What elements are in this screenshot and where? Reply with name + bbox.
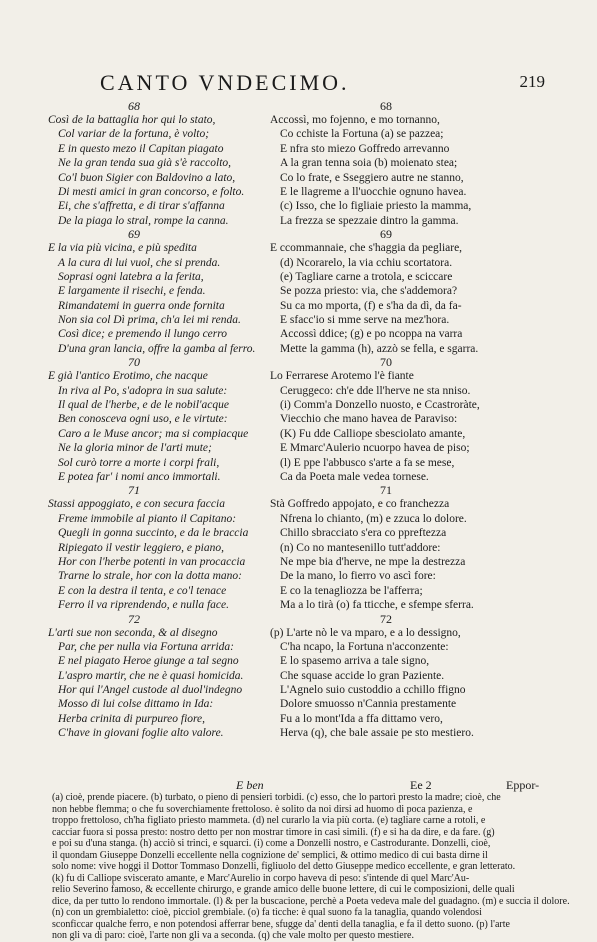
- verse-line: Nfrena lo chianto, (m) e zzuca lo dolore.: [280, 512, 467, 525]
- stanza-number: 70: [128, 355, 140, 370]
- verse-line: Ca da Poeta male vedea tornese.: [280, 470, 429, 483]
- verse-line: Hor con l'herbe potenti in van procaccia: [58, 555, 246, 568]
- verse-line: Ne la gloria minor de l'arti mute;: [58, 442, 212, 455]
- verse-line: Ne la gran tenda sua già s'è raccolto,: [58, 157, 232, 170]
- canto-title: CANTO VNDECIMO.: [100, 70, 350, 95]
- verse-line: Non sia col Dì prima, ch'a lei mi renda.: [58, 314, 241, 327]
- stanza-number: 72: [128, 611, 140, 626]
- verse-line: Viecchio che mano havea de Paraviso:: [280, 413, 458, 426]
- stanza-number: 71: [128, 483, 140, 498]
- verse-line: L'Agnelo suio custoddio a cchillo ffigno: [280, 684, 466, 697]
- stanza: [270, 484, 560, 612]
- stanza: [270, 613, 560, 741]
- stanza-number: 70: [380, 355, 392, 370]
- verse-line: Herba crinita di purpureo fiore,: [58, 712, 206, 725]
- catchword-right: Eppor-: [506, 778, 540, 792]
- footnote-line: e poi su d'una stanga. (h) acciò si trinci, e squarci. (i) come a Donzelli nostro, e Castrodurante. Donzelli, cioè,: [52, 838, 491, 849]
- verse-line: Sol curò torre a morte i corpi frali,: [58, 456, 220, 469]
- verse-line: A la cura di lui vuol, che si prenda.: [58, 256, 221, 269]
- footnote-line: troppo frettoloso, ch'ha figliato priesto mammeta. (d) nel curarlo la via più corta. (e) tagliare carne a rotoli, e: [52, 815, 486, 826]
- verse-line: Ne mpe bia d'herve, ne mpe la destrezza: [280, 555, 466, 568]
- verse-line: E la via più vicina, e più spedita: [48, 242, 197, 255]
- stanza-number: 68: [128, 99, 140, 113]
- verse-line: Ben conosceva ogni uso, e le virtute:: [58, 413, 228, 426]
- verse-line: Co lo frate, e Sseggiero autre ne stanno,: [280, 171, 464, 184]
- verse-line: Il qual de l'herbe, e de le nobil'acque: [58, 399, 229, 412]
- stanza: [270, 228, 560, 356]
- verse-line: Accossì ddice; (g) e po ncoppa na varra: [280, 328, 463, 341]
- verse-line: Così de la battaglia hor qui lo stato,: [48, 114, 216, 126]
- verse-line: Così dice; e premendo il lungo cerro: [58, 328, 228, 341]
- verse-line: Hor qui l'Angel custode al duol'indegno: [58, 684, 243, 697]
- stanza: [48, 228, 294, 356]
- verse-line: (i) Comm'a Donzello nuosto, e Ccastroràte,: [280, 399, 480, 412]
- verse-line: E con la destra il tenta, e co'l tenace: [58, 584, 227, 597]
- stanza: [48, 356, 294, 484]
- verse-line: D'una gran lancia, offre la gamba al ferro.: [58, 342, 256, 355]
- footnote-line: non hebbe flemma; o che fu soverchiamente frettoloso. è solito da noi dirsi ad huomo di poca pazienza, e: [52, 803, 473, 815]
- verse-line: (l) E ppe l'abbusco s'arte a fa se mese,: [280, 456, 455, 469]
- verse-line: E in questo mezo il Capitan piagato: [58, 142, 224, 155]
- verse-line: E nfra sto miezo Goffredo arrevanno: [280, 142, 450, 155]
- footnote-line: dice, da per tutto lo rendono immortale. (l) & per la buscacione, perchè a Poeta vedeva male del guadagno. (m) e succia il dolore.: [52, 895, 570, 907]
- footnote-line: (a) cioè, prende piacere. (b) turbato, o pieno di pensieri torbidi. (c) esso, che lo partorì presto la madre; cioè, che: [52, 792, 501, 803]
- running-header: [0, 70, 597, 100]
- footnote-line: (n) con un grembialetto: cioè, picciol grembiale. (o) fa ticche: è qual suono fa la tanaglia, quando volendosi: [52, 907, 482, 918]
- verse-line: Che squase accide lo gran Paziente.: [280, 669, 445, 682]
- verse-line: L'arti sue non seconda, & al disegno: [48, 626, 218, 639]
- stanza: [48, 613, 294, 741]
- verse-line: E nel piagato Heroe giunge a tal segno: [58, 655, 239, 668]
- verse-line: Ei, che s'affretta, e di tirar s'affanna: [58, 200, 225, 213]
- verse-line: (n) Co no mantesenillo tutt'addore:: [280, 541, 441, 554]
- verse-line: Lo Ferrarese Arotemo l'è fiante: [270, 370, 414, 383]
- verse-line: Rimandatemi in guerra onde fornita: [58, 299, 225, 312]
- verse-line: Di mesti amici in gran concorso, e folto.: [58, 185, 245, 198]
- verse-line: E sfacc'io si mme serve na mez'hora.: [280, 314, 450, 327]
- verse-line: A la gran tenna soia (b) moienato stea;: [280, 157, 458, 170]
- verse-line: (d) Ncorarelo, la via cchiu scortatora.: [280, 256, 453, 269]
- footnote-line: cacciar fuora si possa presto: nostro detto per non mostrar timore in casi simili. (f) e si ha da dire, e da fare. (g): [52, 826, 495, 838]
- verse-line: Mosso di lui colse dittamo in Ida:: [58, 698, 214, 711]
- verse-line: C'have in giovani foglie alto valore.: [58, 727, 224, 740]
- footnote-line: sconficcar qualche ferro, e non potendosi afferrar bene, sfugge da' denti della tanaglia, e fa il detto suono. (p) l'arte: [52, 918, 510, 930]
- verse-line: Stassi appoggiato, e con secura faccia: [48, 498, 225, 511]
- verse-line: La frezza se spezzaie dintro la gamma.: [280, 214, 459, 227]
- verse-line: E co la tenagliozza be l'afferra;: [280, 584, 423, 597]
- verse-line: E potea far' i nomi anco immortali.: [58, 470, 221, 483]
- verse-line: E Mmarc'Aulerio ncuorpo havea de piso;: [280, 442, 470, 455]
- verse-line: Ferro il va riprendendo, e nulla face.: [58, 599, 229, 612]
- signature-mark: Ee 2: [410, 778, 432, 792]
- stanza-number: 72: [380, 611, 392, 626]
- verse-line: De la piaga lo stral, rompe la canna.: [58, 214, 229, 227]
- verse-line: Mette la gamma (h), azzò se fella, e sgarra.: [280, 342, 479, 355]
- verse-line: Fu a lo mont'Ida a ffa dittamo vero,: [280, 712, 443, 725]
- verse-line: (K) Fu dde Calliope sbesciolato amante,: [280, 427, 466, 440]
- stanza-number: 71: [380, 483, 392, 498]
- verse-line: E ccommannaie, che s'haggia da pegliare,: [270, 242, 463, 255]
- verse-line: E le llagreme a ll'uocchie ognuno havea.: [280, 185, 467, 198]
- neapolitan-text-column: [270, 100, 560, 741]
- verse-line: Col variar de la fortuna, è volto;: [58, 128, 210, 141]
- footnote-line: relio Severino famoso, & eccellente chirurgo, e grande amico delle buone lettere, di cui le composizioni, delle quali: [52, 884, 515, 895]
- stanza-number: 69: [380, 227, 392, 242]
- verse-line: Ma a lo tirà (o) fa tticche, e sfempe sferra.: [280, 599, 474, 612]
- italian-text-column: [48, 100, 294, 741]
- verse-line: Chillo sbracciato s'era co ppreftezza: [280, 527, 447, 540]
- verse-line: Soprasi ogni latebra a la ferita,: [58, 270, 204, 283]
- verse-line: E largamente il risechi, e fenda.: [58, 285, 206, 298]
- verse-line: Par, che per nulla via Fortuna arrida:: [58, 640, 234, 653]
- verse-line: C'ha ncapo, la Fortuna n'acconzente:: [280, 640, 449, 653]
- verse-line: Dolore smuosso n'Cannia prestamente: [280, 698, 457, 711]
- verse-line: Trarne lo strale, hor con la dotta mano:: [58, 570, 243, 583]
- verse-line: Ripiegato il vestir leggiero, e piano,: [58, 541, 224, 554]
- verse-line: (e) Tagliare carne a trotola, e sciccare: [280, 270, 453, 283]
- verse-line: E lo spasemo arriva a tale signo,: [280, 655, 430, 668]
- verse-line: Freme immobile al pianto il Capitano:: [58, 512, 237, 525]
- footnote-line: il quondam Giuseppe Donzelli eccellente nella cognizione de' semplici, & ottimo medico di cui basta dirne il: [52, 849, 488, 861]
- verse-line: Se pozza priesto: via, che s'addemora?: [280, 285, 458, 298]
- verse-line: Co cchiste la Fortuna (a) se pazzea;: [280, 128, 444, 141]
- stanza: [48, 100, 294, 228]
- stanza: [270, 100, 560, 228]
- verse-line: Herva (q), che bale assaie pe sto mestiero.: [280, 727, 474, 740]
- footnote-line: (k) fu di Calliope sviscerato amante, e Marc'Aurelio in corpo haveva di peso: s'intende di quel Marc'Au-: [52, 872, 470, 884]
- stanza: [48, 484, 294, 612]
- catchword-left: E ben: [236, 778, 264, 792]
- verse-line: De la mano, lo fierro vo ascì fore:: [280, 570, 436, 583]
- stanza-number: 69: [128, 227, 140, 242]
- stanza: [270, 356, 560, 484]
- footnote-line: non gli va di paro: cioè, l'arte non gli va a seconda. (q) che vale molto per questo mestiere.: [52, 930, 414, 941]
- verse-line: Quegli in gonna succinto, e da le braccia: [58, 527, 249, 540]
- verse-line: Su ca mo mporta, (f) e s'ha da dì, da fa-: [280, 299, 462, 312]
- verse-line: Stà Goffredo appojato, e co franchezza: [270, 498, 450, 511]
- page-number: 219: [519, 72, 545, 91]
- verse-line: In riva al Po, s'adopra in sua salute:: [58, 384, 228, 397]
- verse-line: L'aspro martir, che ne è quasi homicida.: [58, 669, 244, 682]
- verse-line: (c) Isso, che lo figliaie priesto la mamma,: [280, 200, 472, 213]
- verse-line: (p) L'arte nò le va mparo, e a lo dessigno,: [270, 626, 461, 639]
- verse-line: Ceruggeco: ch'e dde ll'herve ne sta nniso.: [280, 384, 471, 397]
- verse-line: Co'l buon Sigier con Baldovino a lato,: [58, 171, 236, 184]
- footnote-line: solo nome: vive hoggi il Dottor Tommaso Donzelli, figliuolo del detto Giuseppe medico eccellente, e gran letterato.: [52, 861, 516, 872]
- footnotes: [52, 792, 574, 942]
- verse-line: E già l'antico Erotimo, che nacque: [48, 370, 208, 383]
- verse-line: Caro a le Muse ancor; ma si compiacque: [58, 427, 249, 440]
- verse-line: Accossì, mo fojenno, e mo tornanno,: [270, 114, 440, 126]
- stanza-number: 68: [380, 99, 392, 113]
